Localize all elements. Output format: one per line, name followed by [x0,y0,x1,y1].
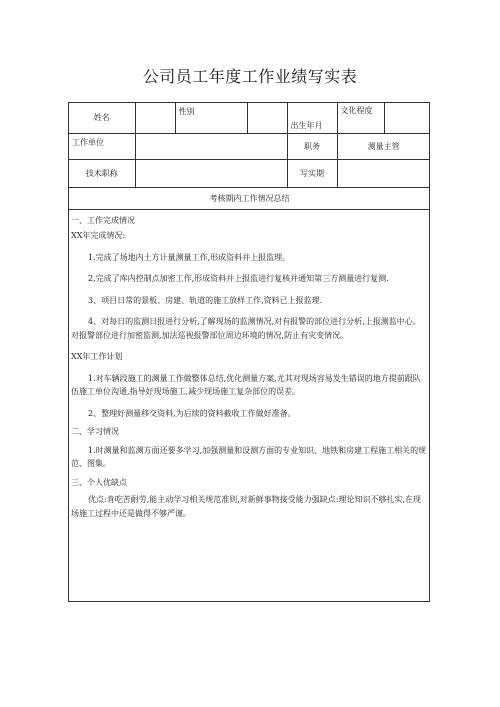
study-item-1: 1.时测量和监测方面还要多学习,加强测量和设测方面的专业知识、地铁和房建工程施工相关的规范、图集。 [71,445,427,468]
education-value[interactable] [384,103,430,133]
position-value[interactable]: 测量主管 [337,133,430,159]
name-label: 姓名 [69,103,135,133]
year-done-label: XX年完成情况: [71,231,126,240]
birth-label: 出生年月 [287,103,337,133]
page-title: 公司员工年度工作业绩写实表 [142,67,358,86]
tech-title-label: 技术职称 [69,159,135,187]
position-label: 职务 [287,133,337,159]
merits-text: 优点:肯吃苦耐劳,能主动学习相关规范准则,对新鲜事物接受能力强缺点:理论知识不够扎实,在现场施工过程中还是做得不够严谨。 [71,495,422,518]
heading-work-done: 一、工作完成情况 [71,215,135,225]
plan-label: XX年工作计划 [71,352,123,361]
heading-study: 二、学习情况 [71,427,119,436]
unit-value[interactable] [135,133,287,159]
work-item-2: 2,完成了库内控制点加密工作,形成资料并上报监进行复核并通知第三方测量进行复测. [88,274,389,283]
work-item-1: 1.完成了场地内土方计量测量工作,形成资料并上报监理。 [88,252,291,262]
section-header: 考核期内工作情况总结 [69,187,430,209]
gender-value[interactable] [247,103,287,133]
tech-title-value[interactable] [135,159,287,187]
unit-label: 工作单位 [69,133,135,159]
name-value[interactable] [135,103,175,133]
work-item-4: 4、对每日的监测日报进行分析,了解现场的监测情况,对有报警的部位进行分析,上报测监中心。对报警部位进行加密监测,加法巡视报警部位周边环境的情况,防止有灾变情况。 [71,317,421,340]
heading-merits: 三、个人优缺点 [71,477,127,487]
summary-body[interactable] [69,214,429,521]
writer-label: 写实期 [287,159,337,187]
performance-form [68,102,430,602]
plan-item-1: 1.对车辆段施工的测量工作做整体总结,优化测量方案,尤其对现场容易发生错误的地方提前跟队伍施工单位沟通,指导好现场施工,减少现场施工复杂部位的误差。 [71,373,421,396]
work-item-3: 3、项目日常的景板、房建、轨道的施工放样工作,资料已上报监理. [88,295,323,305]
info-table [69,103,430,210]
writer-value[interactable] [337,159,430,187]
plan-item-2: 2、整理好测量移交资料,为后续的资料截收工作做好准备。 [88,408,296,418]
gender-label: 性别 [175,103,247,133]
education-label: 文化程度 [337,103,384,133]
